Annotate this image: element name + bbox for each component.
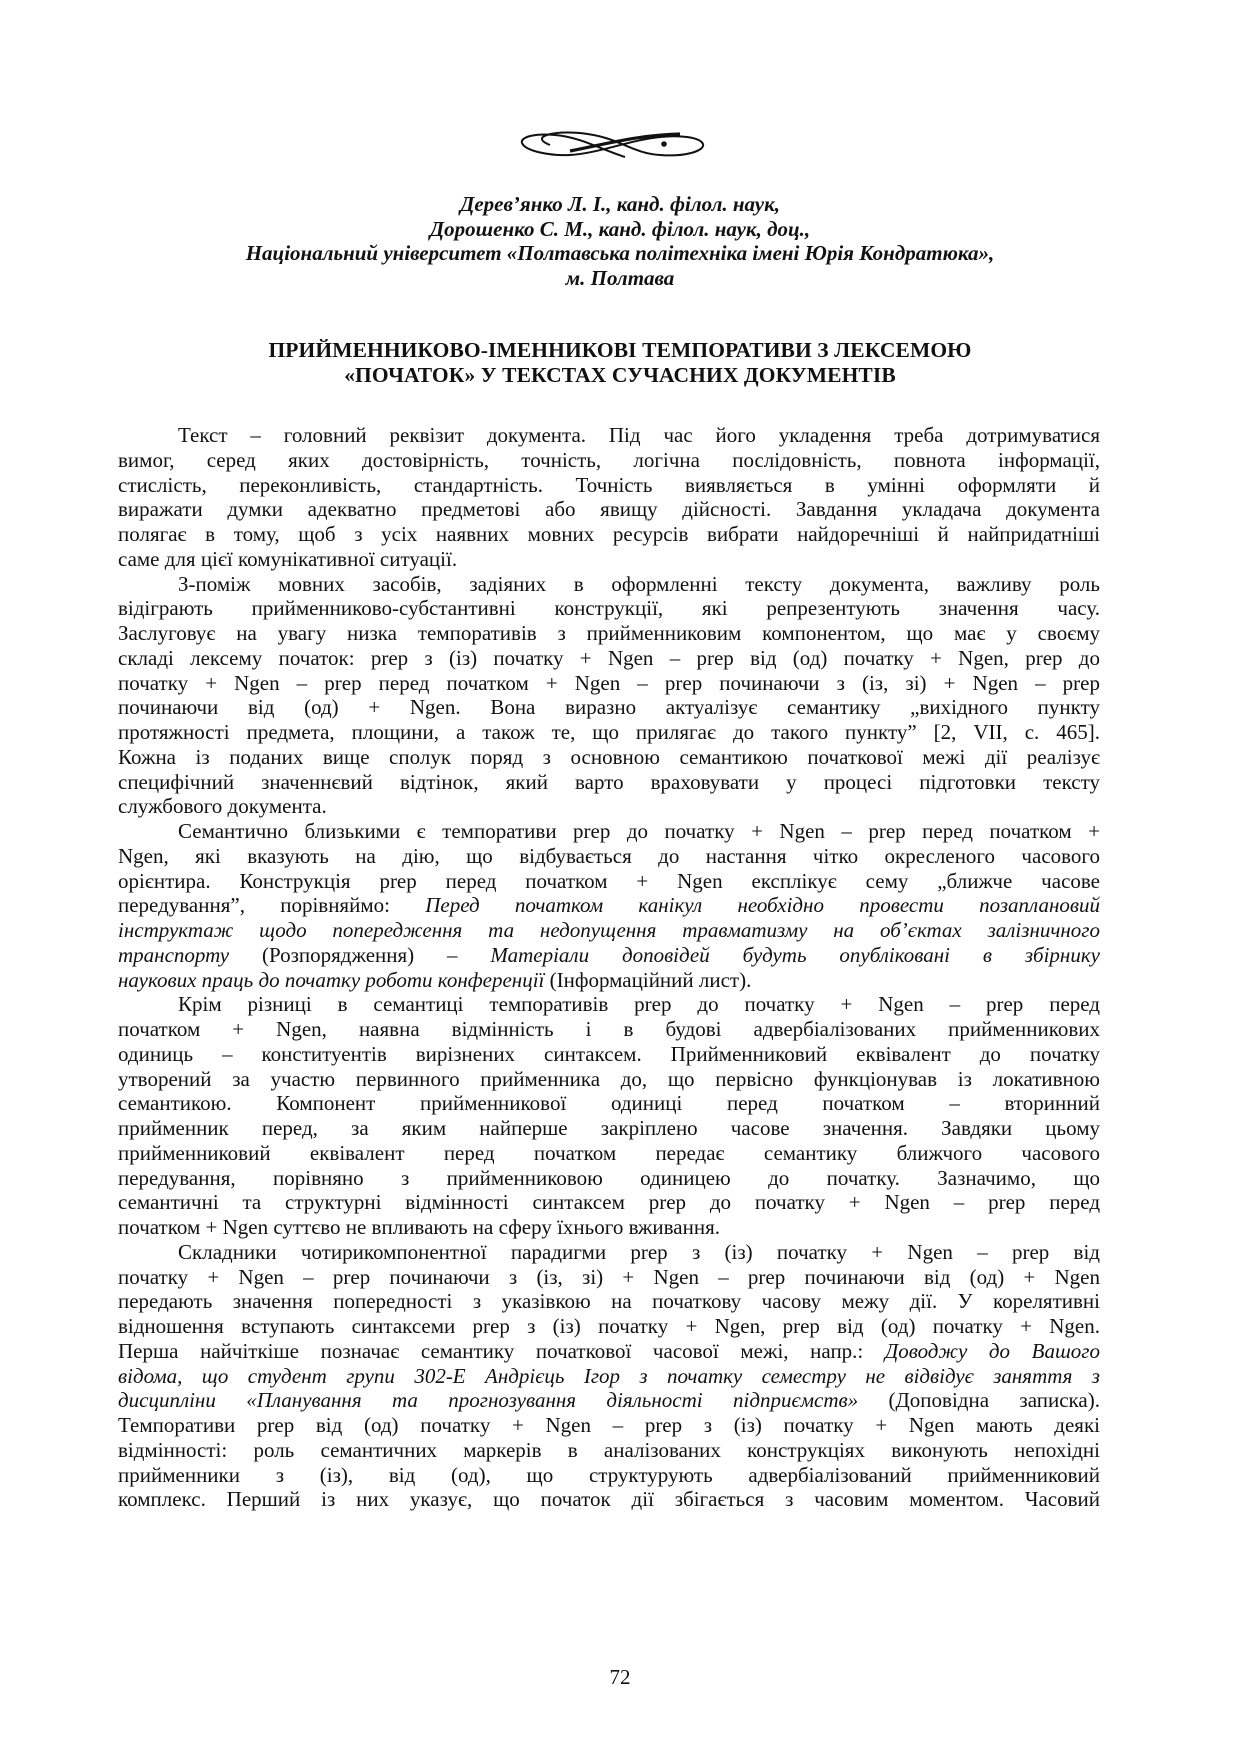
text-line: семантикою. Компонент прийменникової одиниці перед початком – вторинний — [118, 1091, 1100, 1116]
text-line: Крім різниці в семантиці темпоративів prep до початку + Ngen – prep перед — [178, 992, 1100, 1017]
text-line — [118, 893, 1100, 918]
text-line: стислість, переконливість, стандартність. Точність виявляється в умінні оформляти й — [118, 472, 1100, 497]
article-body — [118, 423, 1100, 1512]
text-line: передають значення попередності з указівкою на початкову часову межу дії. У корелятивні — [118, 1289, 1100, 1314]
source-label: (Інформаційний лист). — [544, 967, 752, 992]
example-quote: Доводжу до Вашого — [884, 1338, 1100, 1363]
text-run: передування”, порівняймо: — [118, 893, 426, 918]
text-line: передування, порівняно з прийменниковою одиницею до початку. Зазначимо, що — [118, 1165, 1100, 1190]
text-line: прийменниковий еквівалент перед початком передає семантику ближчого часового — [118, 1140, 1100, 1165]
text-line: Текст – головний реквізит документа. Під час його укладення треба дотримуватися — [178, 423, 1100, 447]
decorative-flourish-icon — [510, 125, 730, 165]
text-line: починаючи від (од) + Ngen. Вона виразно актуалізує семантику „вихідного пункту — [118, 695, 1100, 720]
text-line: Кожна із поданих вище сполук поряд з основною семантикою початкової межі дії реалізує — [118, 744, 1100, 769]
example-quote: наукових праць до початку роботи конференції — [118, 967, 545, 992]
text-line: Заслуговує на увагу низка темпоративів з прийменниковим компонентом, що має у своєму — [118, 621, 1100, 645]
text-line — [118, 1339, 1100, 1364]
paragraph-5 — [118, 1240, 1100, 1512]
example-quote: дисципліни «Планування та прогнозування діяльності підприємств» — [118, 1388, 859, 1413]
text-line: відмінності: роль семантичних маркерів в аналізованих конструкціях виконують непохідні — [118, 1437, 1100, 1462]
text-line: протяжності предмета, площини, а також те, що прилягає до такого пункту” [2, VII, с. 465]. — [118, 720, 1100, 744]
text-line: комплекс. Перший із них указує, що початок дії збігається з часовим моментом. Часовий — [118, 1487, 1100, 1512]
text-line: вимог, серед яких достовірність, точність, логічна послідовність, повнота інформації, — [118, 447, 1100, 472]
source-label: (Доповідна записка). — [858, 1388, 1100, 1413]
text-line: Складники чотирикомпонентної парадигми prep з (із) початку + Ngen – prep від — [178, 1239, 1100, 1264]
author-2: Дорошенко С. М., канд. філол. наук, доц., — [429, 216, 811, 241]
text-line: виражати думки адекватно предметові або явищу дійсності. Завдання укладача документа — [118, 497, 1100, 522]
text-line — [118, 943, 1100, 968]
text-run: Перша найчіткіше позначає семантику початкової часової межі, напр.: — [118, 1338, 885, 1363]
example-quote: Матеріали доповідей будуть опубліковані в збірнику — [490, 942, 1100, 967]
text-line: початку + Ngen – prep починаючи з (із, зі) + Ngen – prep починаючи від (од) + Ngen — [118, 1264, 1100, 1289]
example-quote: відома, що студент групи 302-Е Андрієць Ігор з початку семестру не відвідує заняття з — [118, 1363, 1100, 1388]
text-line: Темпоративи prep від (од) початку + Ngen – prep з (із) початку + Ngen мають деякі — [118, 1413, 1100, 1437]
text-line: відіграють прийменниково-субстантивні конструкції, які репрезентують значення часу. — [118, 596, 1100, 621]
title-line-1: ПРИЙМЕННИКОВО-ІМЕННИКОВІ ТЕМПОРАТИВИ З ЛЕКСЕМОЮ — [268, 338, 972, 362]
text-line: відношення вступають синтаксеми prep з (із) початку + Ngen, prep від (од) початку + Ngen. — [118, 1314, 1100, 1338]
city: м. Полтава — [565, 265, 675, 290]
title-line-2: «ПОЧАТОК» У ТЕКСТАХ СУЧАСНИХ ДОКУМЕНТІВ — [344, 363, 896, 387]
text-line: З-поміж мовних засобів, задіяних в оформленні тексту документа, важливу роль — [178, 571, 1100, 596]
text-line: початком + Ngen, наявна відмінність і в будові адвербіалізованих прийменникових — [118, 1017, 1100, 1041]
text-line — [118, 1388, 1100, 1413]
text-line: початком + Ngen суттєво не впливають на сферу їхнього вживання. — [118, 1215, 720, 1239]
text-line: утворений за участю первинного прийменника до, що первісно функціонував із локативною — [118, 1066, 1100, 1091]
text-line: специфічний значеннєвий відтінок, який варто враховувати у процесі підготовки тексту — [118, 769, 1100, 794]
text-line — [118, 968, 1100, 993]
text-line: початку + Ngen – prep перед початком + Ngen – prep починаючи з (із, зі) + Ngen – prep — [118, 670, 1100, 695]
text-line: службового документа. — [118, 794, 327, 819]
paragraph-4 — [118, 992, 1100, 1240]
text-line: полягає в тому, щоб з усіх наявних мовних ресурсів вибрати найдоречніші й найпридатніші — [118, 522, 1100, 546]
paragraph-1 — [118, 423, 1100, 572]
example-quote: транспорту — [118, 942, 230, 967]
example-quote: інструктаж щодо попередження та недопущення травматизму на об’єктах залізничного — [118, 918, 1100, 942]
page-number: 72 — [609, 1665, 631, 1689]
text-line: семантичні та структурні відмінності синтаксем prep до початку + Ngen – prep перед — [118, 1190, 1100, 1215]
affiliation: Національний університет «Полтавська політехніка імені Юрія Кондратюка», — [245, 241, 995, 265]
paragraph-3 — [118, 819, 1100, 992]
text-line: прийменники з (із), від (од), що структурують адвербіалізований прийменниковий — [118, 1462, 1100, 1487]
text-line: одиниць – конституентів вирізнених синтаксем. Прийменниковий еквівалент до початку — [118, 1041, 1100, 1066]
text-line: саме для цієї комунікативної ситуації. — [118, 546, 458, 571]
author-block — [120, 192, 1120, 290]
source-label: (Розпорядження) – — [229, 942, 491, 967]
author-1: Дерев’янко Л. І., канд. філол. наук, — [460, 192, 780, 216]
paragraph-2 — [118, 572, 1100, 820]
text-line: орієнтира. Конструкція prep перед початком + Ngen експлікує сему „ближче часове — [118, 868, 1100, 893]
text-line: Ngen, які вказують на дію, що відбувається до настання чітко окресленого часового — [118, 843, 1100, 868]
text-line: складі лексему початок: prep з (із) початку + Ngen – prep від (од) початку + Ngen, prep до — [118, 645, 1100, 670]
text-line: прийменник перед, за яким найперше закріплено часове значення. Завдяки цьому — [118, 1116, 1100, 1140]
text-line: Семантично близькими є темпоративи prep до початку + Ngen – prep перед початком + — [178, 819, 1100, 843]
article-title — [120, 338, 1120, 388]
example-quote: Перед початком канікул необхідно провести позаплановий — [425, 893, 1100, 918]
